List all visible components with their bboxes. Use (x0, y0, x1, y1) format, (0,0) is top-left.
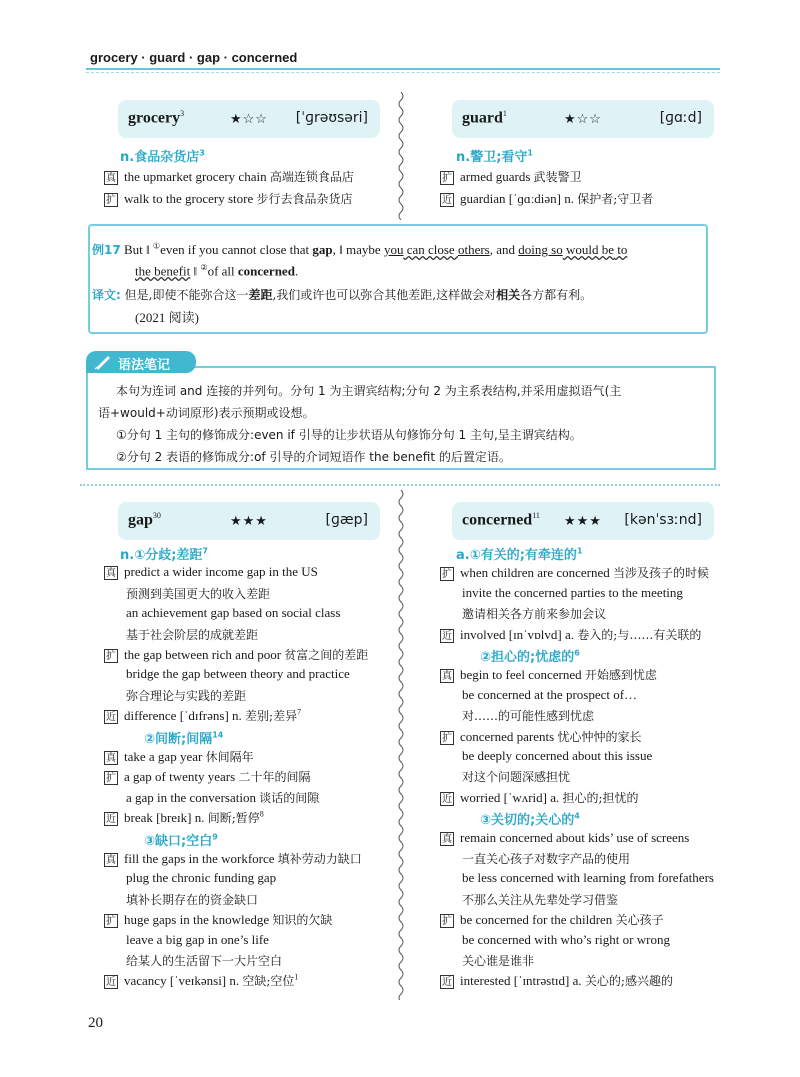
example-line: 扩 huge gaps in the knowledge 知识的欠缺 (106, 912, 333, 928)
example-line: 真 remain concerned about kids’ use of screens (442, 829, 690, 845)
example-line: 扩 armed guards 武装警卫 (442, 169, 582, 185)
example-line: 近 worried [ˈwʌrid] a. 担心的;担忧的 (442, 789, 639, 805)
example-line: 近 difference [ˈdɪfrəns] n. 差别;差异$^7$ (106, 707, 302, 724)
section-divider (80, 484, 720, 486)
sense-label: a.①有关的;有牵连的$^1$ (456, 546, 583, 563)
example-line: leave a big gap in one’s life (126, 931, 269, 947)
example-line-1: 例17 But ‖ ①even if you cannot close that gap, ‖ maybe you can close others, and doing so would be to (92, 241, 628, 257)
tag-badge: 扩 (442, 916, 452, 928)
grammar-notes-title: 语法笔记 (118, 358, 171, 373)
header-rule (86, 68, 720, 70)
tag-badge: 近 (106, 712, 116, 724)
example-line: 真 take a gap year 休间隔年 (106, 749, 254, 765)
tag-badge: 扩 (442, 732, 452, 744)
header-rule-dashed (86, 72, 720, 73)
example-line: 关心谁是谁非 (462, 954, 535, 968)
pen-icon (94, 354, 112, 370)
tag-badge: 真 (106, 568, 116, 580)
tag-badge: 扩 (442, 173, 452, 185)
tag-badge: 扩 (106, 195, 116, 207)
tag-badge: 近 (106, 814, 116, 826)
phonetic: [ˈɡrəʊsəri] (295, 110, 368, 126)
grammar-notes-tab (86, 351, 196, 373)
example-line: 扩 be concerned for the children 关心孩子 (442, 912, 664, 928)
example-line: 弥合理论与实践的差距 (126, 688, 247, 703)
example-line: 近 interested [ˈɪntrəstɪd] a. 关心的;感兴趣的 (442, 973, 673, 989)
grammar-line: ①分句 1 主句的修饰成分:even if 引导的让步状语从句修饰分句 1 主句,呈主谓宾结构。 (116, 428, 582, 442)
example-line: 一直关心孩子对数字产品的使用 (462, 852, 631, 866)
example-line: 扩 concerned parents 忧心忡忡的家长 (442, 728, 642, 744)
phonetic: [ɡæp] (325, 512, 368, 528)
star-rating: ★★★ (230, 513, 268, 528)
example-line: 真 begin to feel concerned 开始感到忧虑 (442, 667, 657, 683)
example-line: 扩 the gap between rich and poor 贫富之间的差距 (106, 647, 369, 663)
star-rating: ★☆☆ (230, 111, 268, 126)
tag-badge: 近 (442, 977, 452, 989)
example-line: 真 predict a wider income gap in the US (106, 564, 318, 580)
phonetic: [ɡɑːd] (659, 110, 702, 126)
example-line: be concerned with who’s right or wrong (462, 931, 670, 947)
example-translation: 译文: 但是,即使不能弥合这一差距,我们或许也可以弥合其他差距,这样做会对相关各方都有利。 (92, 288, 593, 302)
tag-badge: 真 (106, 753, 116, 765)
example-source: (2021 阅读) (135, 310, 199, 325)
headword: grocery$^3$ (128, 109, 185, 127)
headword-box-guard (452, 100, 714, 138)
grammar-line: 语+would+动词原形)表示预期或设想。 (98, 406, 315, 420)
example-line: 近 vacancy [ˈveɪkənsi] n. 空缺;空位$^1$ (106, 973, 299, 989)
running-header: grocery · guard · gap · concerned (90, 50, 298, 65)
example-line: 近 break [breɪk] n. 间断;暂停$^8$ (106, 809, 264, 826)
example-line: 邀请相关各方前来参加会议 (462, 607, 607, 622)
sense-label: ③关切的;关心的$^4$ (480, 811, 580, 829)
example-line: a gap in the conversation 谈话的间隙 (126, 789, 320, 805)
tag-badge: 扩 (106, 773, 116, 785)
sense-label: ③缺口;空白$^9$ (144, 832, 218, 849)
example-line: 预测到美国更大的收入差距 (126, 586, 271, 601)
tag-badge: 扩 (106, 651, 116, 663)
headword-box-concerned (452, 502, 714, 540)
headword: gap$^{30}$ (128, 511, 161, 529)
sense-label: n.①分歧;差距$^7$ (120, 546, 208, 563)
example-line: 近 involved [ɪnˈvɒlvd] a. 卷入的;与……有关联的 (442, 626, 702, 642)
example-line: 基于社会阶层的成就差距 (126, 627, 259, 642)
headword: guard$^1$ (462, 109, 507, 127)
star-rating: ★☆☆ (564, 111, 602, 126)
example-line: 扩 walk to the grocery store 步行去食品杂货店 (106, 191, 353, 207)
tag-badge: 近 (442, 630, 452, 642)
example-label: 例17 (92, 243, 121, 257)
tag-badge: 扩 (442, 569, 452, 581)
example-line: 扩 when children are concerned 当涉及孩子的时候 (442, 565, 710, 581)
tag-badge: 近 (442, 793, 452, 805)
tag-badge: 真 (442, 833, 452, 845)
tag-badge: 扩 (106, 916, 116, 928)
headword: concerned$^{11}$ (462, 511, 540, 529)
tag-badge: 近 (442, 195, 452, 207)
sense-label: n.食品杂货店$^3$ (120, 148, 205, 165)
example-line: be less concerned with learning from forefathers (462, 870, 714, 886)
example-line: 对这个问题深感担忧 (462, 770, 571, 785)
page-number: 20 (88, 1015, 103, 1031)
example-line: invite the concerned parties to the meeting (462, 584, 683, 600)
example-line: 填补长期存在的资金缺口 (126, 892, 259, 907)
example-line: plug the chronic funding gap (126, 870, 277, 886)
phonetic: [kənˈsɜːnd] (624, 512, 702, 528)
example-line: 对……的可能性感到忧虑 (462, 709, 595, 724)
headword-box-gap (118, 502, 380, 540)
example-line: an achievement gap based on social class (126, 605, 341, 621)
star-rating: ★★★ (564, 513, 602, 528)
tag-badge: 真 (106, 855, 116, 867)
example-line: 真 the upmarket grocery chain 高端连锁食品店 (106, 169, 354, 185)
example-line: 不那么关注从先辈处学习借鉴 (462, 892, 619, 907)
tag-badge: 近 (106, 977, 116, 989)
example-line-2: the benefit ‖ ②of all concerned. (135, 263, 299, 279)
column-divider-top (396, 92, 406, 220)
sense-label: ②担心的;忧虑的$^6$ (480, 648, 580, 665)
sense-label: n.警卫;看守$^1$ (456, 148, 533, 165)
tag-badge: 真 (442, 671, 452, 683)
example-line: 给某人的生活留下一大片空白 (126, 954, 283, 968)
example-line: be concerned at the prospect of… (462, 686, 638, 702)
sense-label: ②间断;间隔$^{14}$ (144, 730, 224, 747)
grammar-line: 本句为连词 and 连接的并列句。分句 1 为主谓宾结构;分句 2 为主系表结构,并采用虚拟语气(主 (116, 384, 622, 398)
headword-box-grocery (118, 100, 380, 138)
example-line: 扩 a gap of twenty years 二十年的间隔 (106, 769, 311, 785)
column-divider-bottom (396, 490, 406, 1000)
example-line: bridge the gap between theory and practice (126, 666, 350, 682)
tag-badge: 真 (106, 173, 116, 185)
grammar-line: ②分句 2 表语的修饰成分:of 引导的介词短语作 the benefit 的后置定语。 (116, 450, 511, 464)
example-line: be deeply concerned about this issue (462, 748, 653, 763)
example-line: 真 fill the gaps in the workforce 填补劳动力缺口 (106, 851, 362, 867)
example-line: 近 guardian [ˈɡɑːdiən] n. 保护者;守卫者 (442, 191, 654, 207)
